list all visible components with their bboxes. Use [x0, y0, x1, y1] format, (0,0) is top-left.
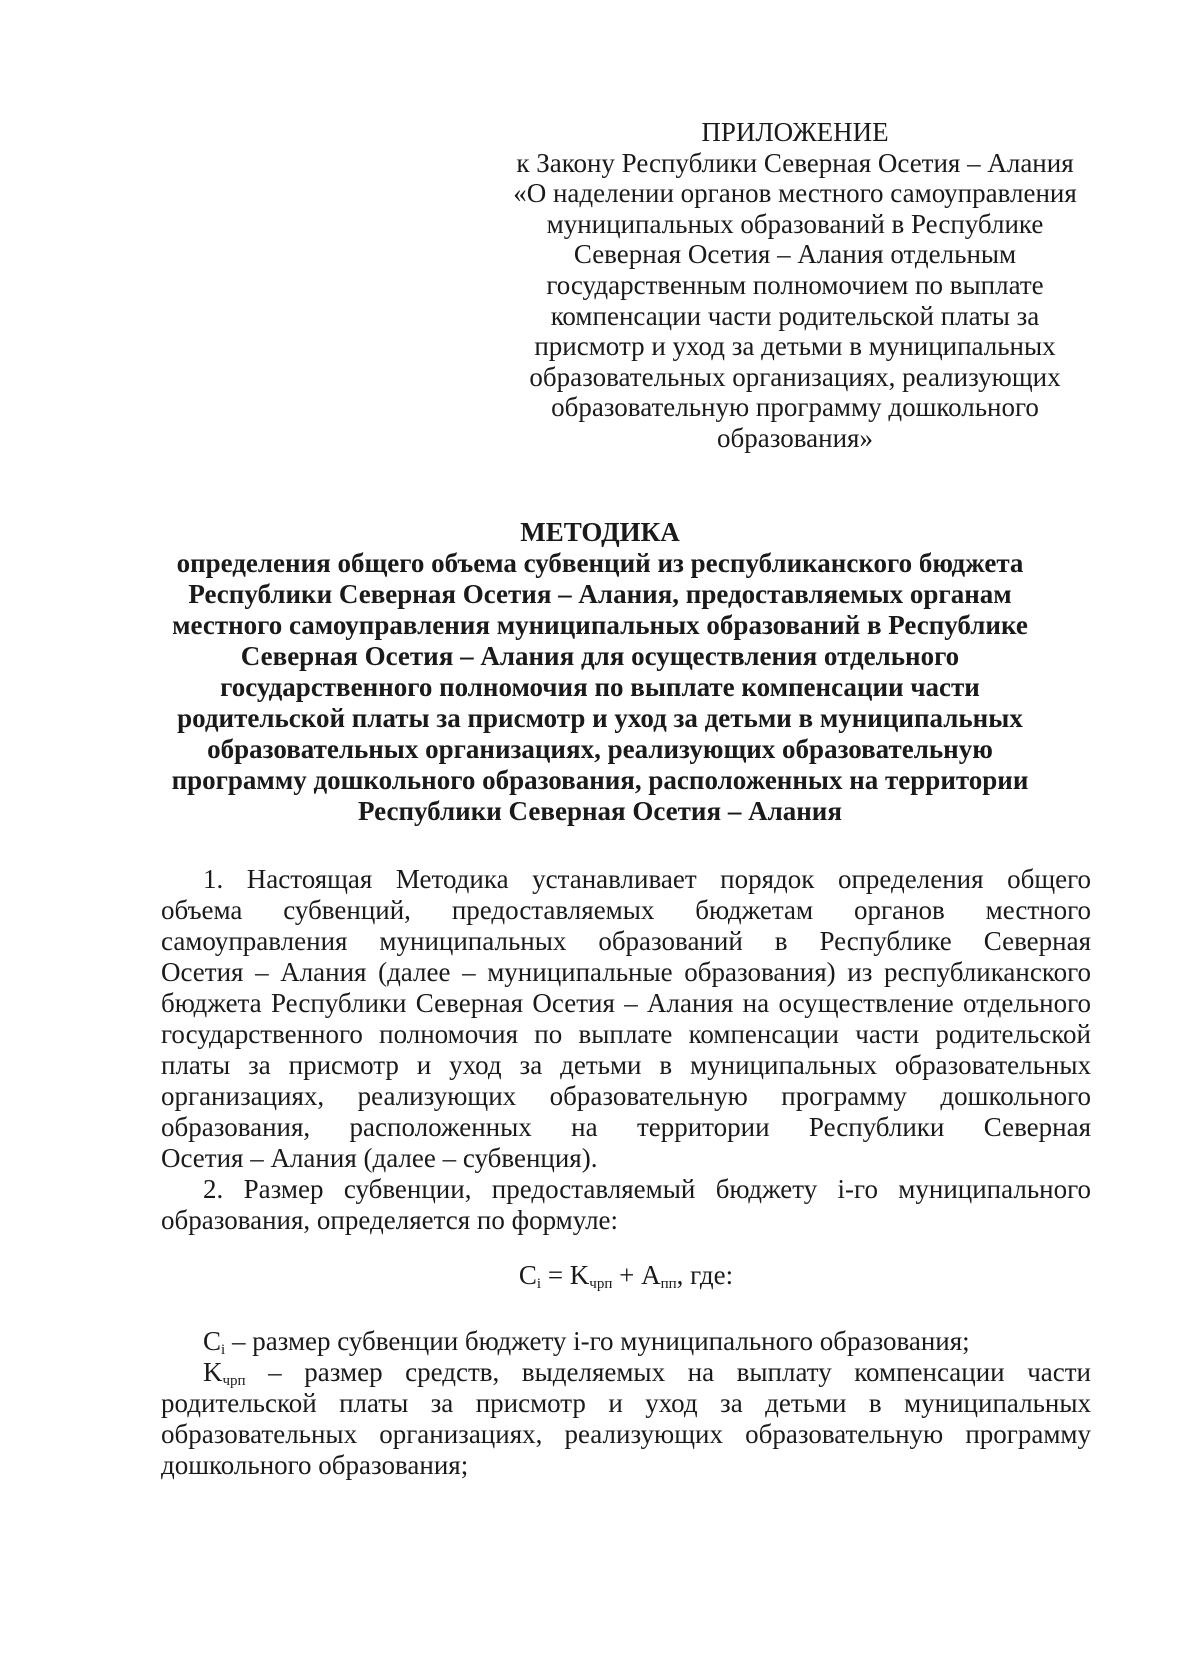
paragraph-line: платы за присмотр и уход за детьми в муниципальных образовательных	[161, 1050, 1091, 1080]
ci-subscript: i	[221, 1342, 226, 1358]
appendix-line: муниципальных образований в Республике	[546, 208, 1044, 239]
formula-tail: , где:	[676, 1260, 734, 1290]
formula-equals-k: = K	[541, 1260, 590, 1290]
definitions-block	[161, 1326, 1091, 1481]
title-line: Республики Северная Осетия – Алания	[358, 796, 842, 826]
definition-line: образовательных организациях, реализующих образовательную программу	[161, 1419, 1091, 1449]
appendix-heading: ПРИЛОЖЕНИЕ	[701, 117, 889, 147]
paragraph-line: объема субвенций, предоставляемых бюджетам органов местного	[161, 895, 1091, 925]
title-line: Республики Северная Осетия – Алания, предоставляемых органам	[188, 579, 1012, 609]
paragraph-1	[161, 864, 1091, 1174]
ci-text: – размер субвенции бюджету i-го муниципального образования;	[225, 1326, 970, 1356]
formula	[161, 1260, 1091, 1291]
definition-ci	[161, 1326, 1091, 1357]
appendix-line: Северная Осетия – Алания отдельным	[573, 239, 1017, 270]
paragraph-line: самоуправления муниципальных образований в Республике Северная	[161, 926, 1091, 956]
appendix-line: «О наделении органов местного самоуправления	[513, 178, 1077, 209]
title-line: программу дошкольного образования, расположенных на территории	[171, 765, 1029, 795]
title-line: государственного полномочия по выплате компенсации части	[220, 672, 980, 702]
paragraph-line: Осетия – Алания (далее – субвенция).	[161, 1143, 598, 1173]
title-line: местного самоуправления муниципальных образований в Республике	[172, 610, 1028, 640]
k-subscript: чрп	[222, 1373, 246, 1389]
formula-k-subscript: чрп	[589, 1276, 613, 1292]
appendix-line: образования»	[717, 422, 873, 453]
title-line: родительской платы за присмотр и уход за детьми в муниципальных	[177, 703, 1023, 733]
formula-c: C	[518, 1260, 537, 1290]
appendix-line: к Закону Республики Северная Осетия – Алания	[516, 147, 1074, 178]
appendix-line: компенсации части родительской платы за	[550, 300, 1040, 331]
paragraph-line: Осетия – Алания (далее – муниципальные образования) из республиканского	[161, 957, 1091, 987]
appendix-block	[495, 117, 1095, 454]
paragraph-2	[161, 1174, 1091, 1236]
paragraph-line: образования, определяется по формуле:	[161, 1205, 619, 1235]
definition-line: родительской платы за присмотр и уход за детьми в муниципальных	[161, 1388, 1091, 1418]
appendix-line: образовательных организациях, реализующих	[529, 361, 1061, 392]
title-line: определения общего объема субвенций из республиканского бюджета	[176, 548, 1024, 578]
appendix-line: образовательную программу дошкольного	[551, 392, 1039, 423]
ci-symbol: C	[203, 1326, 222, 1356]
paragraph-line: 2. Размер субвенции, предоставляемый бюджету i-го муниципального	[203, 1174, 1091, 1204]
paragraph-line: государственного полномочия по выплате компенсации части родительской	[161, 1019, 1091, 1049]
k-first-text: – размер средств, выделяемых на выплату компенсации части	[245, 1357, 1091, 1387]
formula-plus-a: + A	[612, 1260, 661, 1290]
k-symbol: K	[203, 1357, 223, 1387]
appendix-line: государственным полномочием по выплате	[546, 269, 1044, 300]
document-title	[150, 517, 1050, 827]
formula-a-subscript: пп	[660, 1276, 677, 1292]
title-line: образовательных организациях, реализующих образовательную	[207, 734, 993, 764]
formula-c-subscript: i	[536, 1276, 542, 1292]
appendix-line: присмотр и уход за детьми в муниципальных	[534, 331, 1056, 362]
title-line: Северная Осетия – Алания для осуществления отдельного	[240, 641, 960, 671]
paragraph-line: бюджета Республики Северная Осетия – Алания на осуществление отдельного	[161, 988, 1091, 1018]
paragraph-line: организациях, реализующих образовательную программу дошкольного	[161, 1081, 1091, 1111]
paragraph-line: образования, расположенных на территории Республики Северная	[161, 1112, 1091, 1142]
title-heading: МЕТОДИКА	[520, 517, 680, 547]
definition-line: дошкольного образования;	[161, 1450, 469, 1480]
definition-k	[161, 1357, 1091, 1388]
paragraph-line: 1. Настоящая Методика устанавливает порядок определения общего	[203, 864, 1091, 894]
